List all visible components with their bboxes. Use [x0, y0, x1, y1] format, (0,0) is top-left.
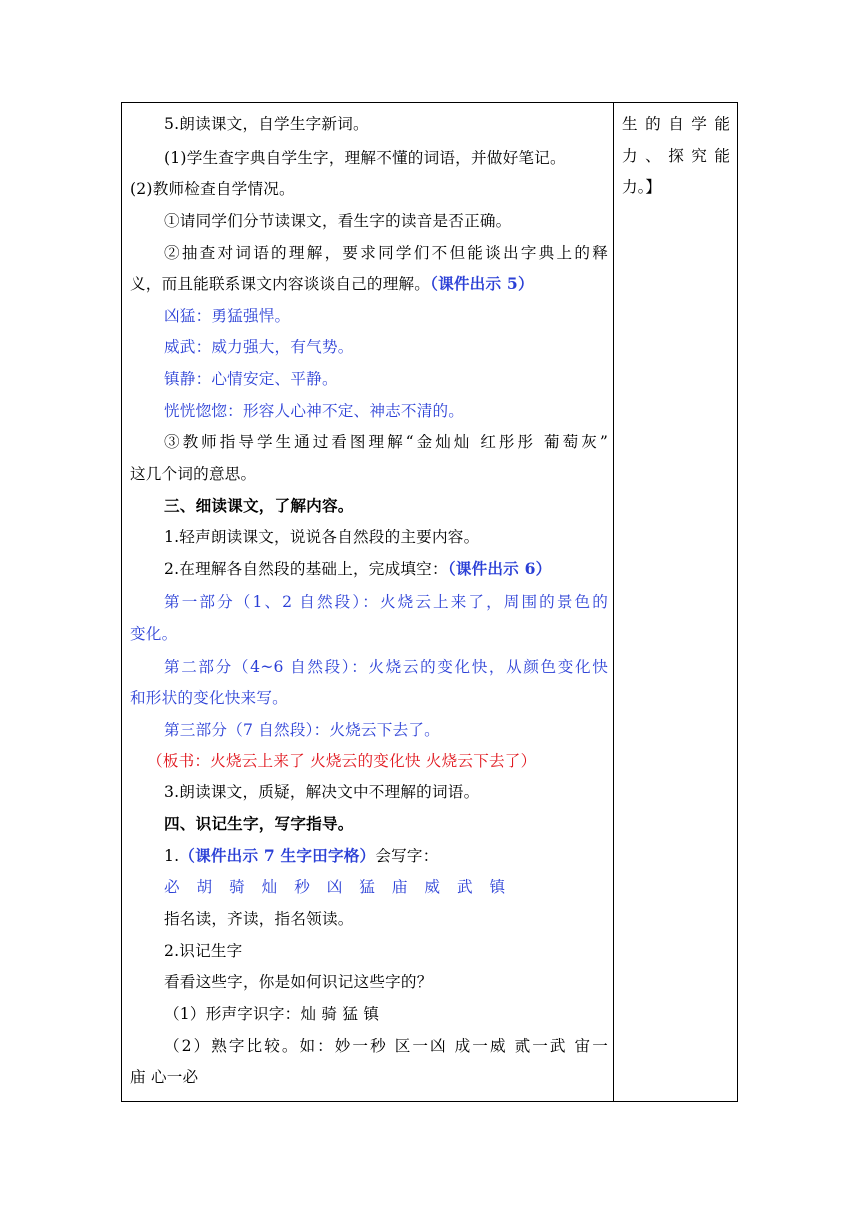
courseware-tag: （课件出示 7 生字田字格）	[179, 846, 376, 865]
outline-line: 变化。	[130, 625, 178, 643]
text-segment: 2.在理解各自然段的基础上，完成填空：	[164, 560, 448, 578]
text-segment: 会写字：	[375, 847, 439, 865]
text-line	[130, 269, 534, 299]
section-heading: 三、细读课文，了解内容。	[164, 496, 354, 515]
text-line: （2）熟字比较。如：妙一秒 区一凶 成一威 贰一武 宙一	[164, 1037, 608, 1055]
text-line: 2.识记生字	[164, 942, 243, 960]
definition-line: 镇静：心情安定、平静。	[164, 370, 338, 388]
outline-line: 和形状的变化快来写。	[130, 689, 288, 707]
definition-line: 恍恍惚惚：形容人心神不定、神志不清的。	[164, 402, 465, 420]
text-line: ①请同学们分节读课文，看生字的读音是否正确。	[164, 212, 512, 230]
text-line: 3.朗读课文，质疑，解决文中不理解的词语。	[164, 783, 480, 801]
outline-line: 第一部分（1、2 自然段）：火烧云上来了，周围的景色的	[164, 593, 608, 611]
text-line	[164, 841, 439, 871]
text-line: 庙 心一必	[130, 1068, 199, 1086]
text-segment: 1.	[164, 847, 180, 865]
blackboard-note: （板书：火烧云上来了 火烧云的变化快 火烧云下去了）	[147, 752, 537, 770]
outline-line: 第三部分（7 自然段）：火烧云下去了。	[164, 721, 440, 739]
text-line: 看看这些字，你是如何识记这些字的？	[164, 973, 433, 991]
text-line	[164, 554, 551, 584]
courseware-tag: （课件出示 5）	[430, 274, 534, 293]
outline-line: 第二部分（4~6 自然段）：火烧云的变化快，从颜色变化快	[164, 658, 608, 676]
side-text-line: 力。】	[622, 178, 661, 196]
text-line: 指名读，齐读，指名领读。	[164, 910, 354, 928]
text-line: 5.朗读课文，自学生字新词。	[164, 115, 369, 133]
text-line: 1.轻声朗读课文，说说各自然段的主要内容。	[164, 528, 480, 546]
courseware-tag: （课件出示 6）	[447, 559, 552, 578]
text-line: 这几个词的意思。	[130, 465, 257, 483]
text-line: （1）形声字识字：灿 骑 猛 镇	[164, 1005, 380, 1023]
side-text-line: 力、探究能	[622, 147, 730, 165]
text-line: (1)学生查字典自学生字，理解不懂的词语，并做好笔记。	[164, 149, 566, 167]
text-segment: 义，而且能联系课文内容谈谈自己的理解。	[130, 275, 431, 293]
text-line: (2)教师检查自学情况。	[130, 180, 295, 198]
character-list: 必 胡 骑 灿 秒 凶 猛 庙 威 武 镇	[164, 878, 512, 896]
definition-line: 威武：威力强大，有气势。	[164, 338, 354, 356]
side-text-line: 生的自学能	[622, 115, 730, 133]
text-line: ③教师指导学生通过看图理解“金灿灿 红彤彤 葡萄灰”	[164, 433, 608, 451]
section-heading: 四、识记生字，写字指导。	[164, 814, 354, 833]
definition-line: 凶猛：勇猛强悍。	[164, 307, 291, 325]
column-divider	[613, 102, 614, 1102]
text-line: ②抽查对词语的理解，要求同学们不但能谈出字典上的释	[164, 244, 608, 262]
